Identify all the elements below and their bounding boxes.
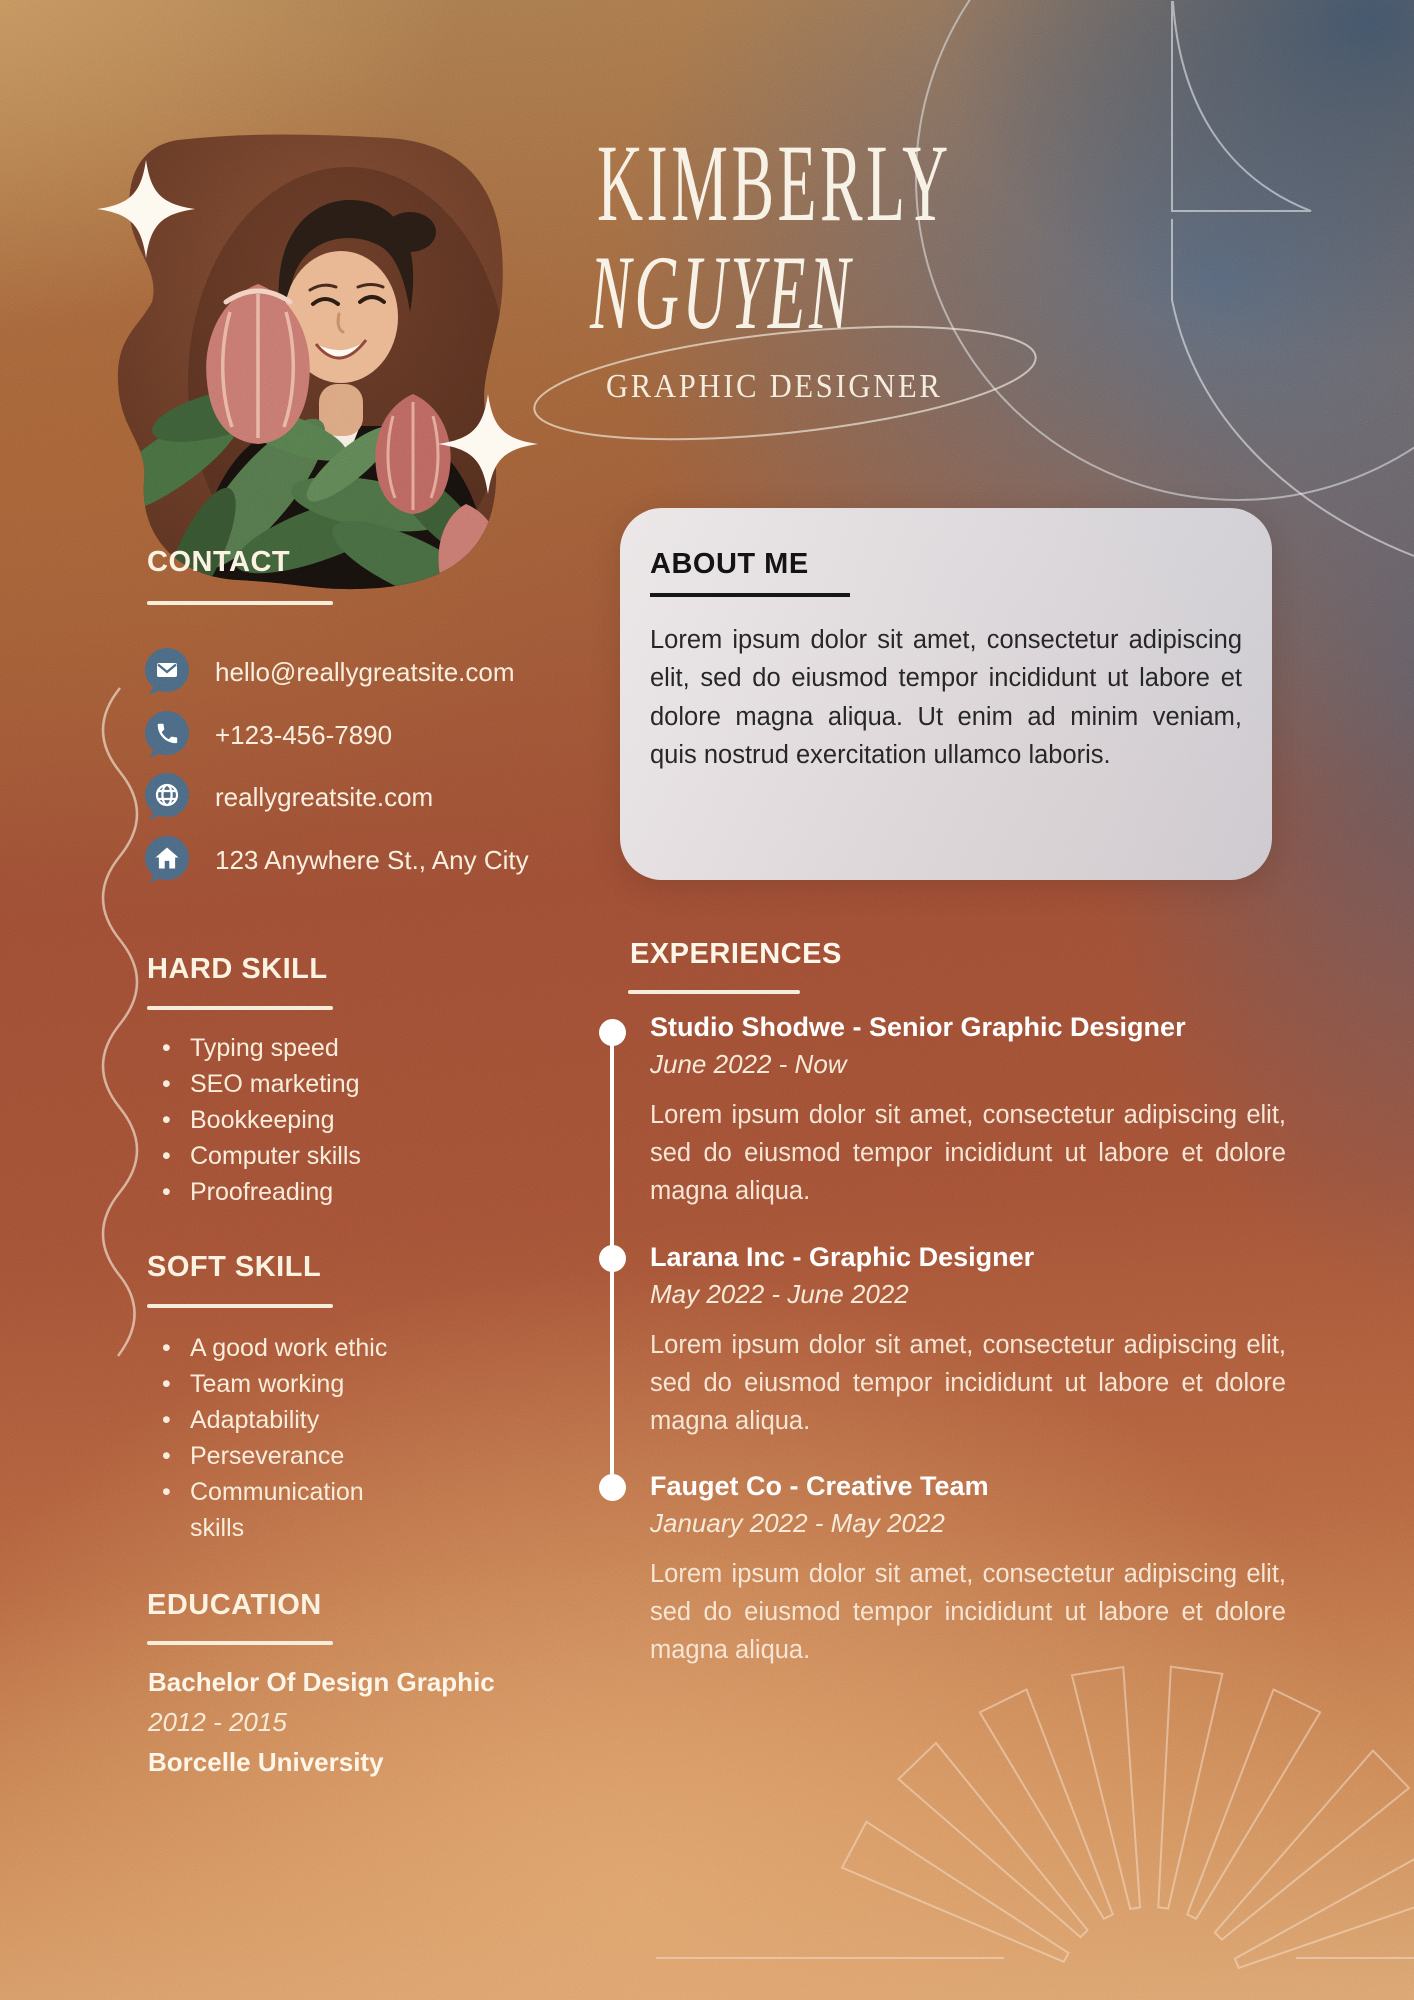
- experience-period: June 2022 - Now: [650, 1049, 847, 1079]
- list-item: • SEO marketing: [148, 1066, 418, 1102]
- list-item: • Typing speed: [148, 1030, 418, 1066]
- sparkle-icon: [438, 392, 538, 496]
- education-heading: EDUCATION: [147, 1589, 322, 1621]
- experience-entry: [650, 1242, 1286, 1440]
- education-underline: [147, 1641, 333, 1645]
- list-item: • Team working: [148, 1366, 398, 1402]
- list-item: • A good work ethic: [148, 1330, 398, 1366]
- soft-skill-underline: [147, 1304, 333, 1308]
- list-item: • Perseverance: [148, 1438, 398, 1474]
- about-heading: ABOUT ME: [650, 548, 809, 580]
- contact-email-text: hello@reallygreatsite.com: [215, 656, 515, 687]
- about-text: Lorem ipsum dolor sit amet, consectetur adipiscing elit, sed do eiusmod tempor incididunt ut labore et dolore magna aliqua. Ut enim ad minim veniam, quis nostrud exercitation ullamco laboris.: [650, 625, 1242, 769]
- phone-icon: [145, 711, 191, 759]
- timeline-dot: [599, 1019, 626, 1046]
- sparkle-icon: [97, 160, 195, 258]
- hard-skill-underline: [147, 1006, 333, 1010]
- last-name: NGUYEN: [590, 234, 854, 351]
- experience-description: Lorem ipsum dolor sit amet, consectetur adipiscing elit, sed do eiusmod tempor incididunt ut labore et dolore magna aliqua.: [650, 1101, 1286, 1205]
- list-item: • Communication skills: [148, 1474, 383, 1546]
- about-underline: [650, 593, 850, 597]
- experience-period: May 2022 - June 2022: [650, 1279, 909, 1309]
- hard-skill-heading: HARD SKILL: [147, 953, 328, 985]
- soft-skill-heading: SOFT SKILL: [147, 1251, 322, 1283]
- experience-title: Fauget Co - Creative Team: [650, 1471, 989, 1501]
- experience-title: Larana Inc - Graphic Designer: [650, 1242, 1035, 1272]
- experiences-underline: [628, 990, 800, 994]
- list-item: • Computer skills: [148, 1138, 418, 1174]
- timeline-dot: [599, 1245, 626, 1272]
- contact-phone-text: +123-456-7890: [215, 719, 393, 750]
- first-name: KIMBERLY: [597, 122, 952, 244]
- sunburst-decoration: [656, 1667, 1414, 1987]
- hard-skill-list: [148, 1030, 418, 1210]
- contact-underline: [147, 601, 333, 605]
- experience-entry: [650, 1012, 1286, 1210]
- experience-entry: [650, 1471, 1286, 1669]
- list-item: • Adaptability: [148, 1402, 398, 1438]
- address-icon: [145, 836, 191, 884]
- email-icon: [145, 648, 191, 696]
- experiences-heading: EXPERIENCES: [630, 938, 842, 970]
- website-icon: [145, 773, 191, 821]
- timeline-dot: [599, 1474, 626, 1501]
- job-title: GRAPHIC DESIGNER: [606, 368, 943, 405]
- contact-address-text: 123 Anywhere St., Any City: [215, 844, 529, 875]
- contact-website-text: reallygreatsite.com: [215, 781, 434, 812]
- education-years: 2012 - 2015: [148, 1707, 287, 1737]
- experience-period: January 2022 - May 2022: [650, 1508, 945, 1538]
- circle-outline-decoration: [916, 0, 1414, 500]
- soft-skill-list: [148, 1330, 398, 1546]
- list-item: • Bookkeeping: [148, 1102, 418, 1138]
- experience-description: Lorem ipsum dolor sit amet, consectetur adipiscing elit, sed do eiusmod tempor incididunt ut labore et dolore magna aliqua.: [650, 1331, 1286, 1435]
- contact-item-website[interactable]: [145, 773, 433, 821]
- education-degree: Bachelor Of Design Graphic: [148, 1667, 495, 1697]
- list-item: • Proofreading: [148, 1174, 418, 1210]
- contact-heading: CONTACT: [147, 546, 291, 578]
- fin-decoration: [1172, 2, 1311, 211]
- about-panel: [620, 508, 1272, 880]
- wavy-line-decoration: [103, 688, 137, 1356]
- experience-title: Studio Shodwe - Senior Graphic Designer: [650, 1012, 1186, 1042]
- contact-item-phone[interactable]: [145, 711, 392, 759]
- education-entry: [148, 1662, 495, 1782]
- contact-item-address[interactable]: [145, 836, 529, 884]
- fin-decoration: [1172, 219, 1414, 556]
- education-school: Borcelle University: [148, 1747, 384, 1777]
- contact-item-email[interactable]: [145, 648, 515, 696]
- experience-description: Lorem ipsum dolor sit amet, consectetur adipiscing elit, sed do eiusmod tempor incididunt ut labore et dolore magna aliqua.: [650, 1560, 1286, 1664]
